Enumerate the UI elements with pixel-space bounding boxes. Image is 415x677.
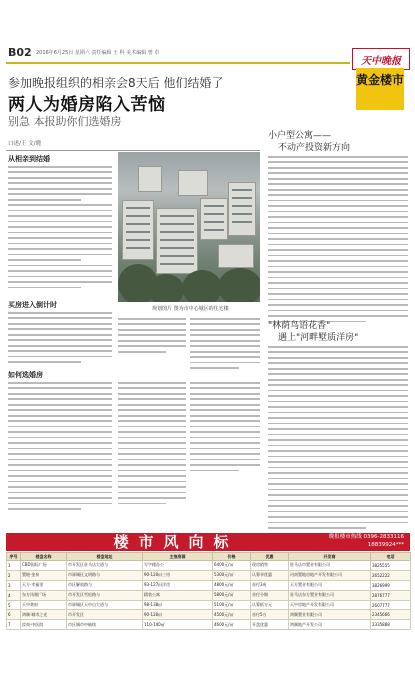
market-table-cell: 首付3成 xyxy=(251,580,289,590)
market-table-header xyxy=(7,553,411,561)
market-table-cell: 2345666 xyxy=(371,610,411,620)
market-banner xyxy=(6,533,410,551)
market-table-cell: 认筹抵万元 xyxy=(251,600,289,610)
market-table-cell: 1 xyxy=(7,561,21,571)
article-subhead: 别急 本报助你们选婚房 xyxy=(8,115,122,128)
market-table-cell: 天方置业有限公司 xyxy=(289,580,371,590)
market-table-cell: 精装公寓 xyxy=(143,590,213,600)
market-table-cell: 驻马店东方置业有限公司 xyxy=(289,590,371,600)
market-table-cell: 天中豪府 xyxy=(21,600,67,610)
article-body-column-3b xyxy=(190,382,260,475)
market-table-cell: 天方·幸福里 xyxy=(21,580,67,590)
hotline-1: 晚报楼市热线 0396-2833116 xyxy=(328,534,404,540)
market-table-cell: 4800元/㎡ xyxy=(213,580,251,590)
market-table-cell: 2876777 xyxy=(371,590,411,600)
market-table-cell: 汝南·中医院 xyxy=(21,620,67,630)
market-table-cell: 2652222 xyxy=(371,570,411,580)
market-table-cell: 2335888 xyxy=(371,620,411,630)
article-headline: 两人为婚房陷入苦恼 xyxy=(8,95,166,115)
market-table-cell: 2607777 xyxy=(371,600,411,610)
hotline-2: 18839924*** xyxy=(367,541,404,548)
market-table-cell: 写字楼办公 xyxy=(143,561,213,571)
market-table-cell: 2 xyxy=(7,570,21,580)
market-table-cell: 市驿城区文明路与 xyxy=(67,570,143,580)
market-table-row xyxy=(7,620,411,630)
article-body-column-2 xyxy=(118,318,186,356)
market-table-cell: 天中房地产开发有限公司 xyxy=(289,600,371,610)
market-table-cell: 市开发区驻马店大道与 xyxy=(67,561,143,571)
market-table-cell: 5300元/㎡ xyxy=(213,570,251,580)
market-table-cell: 4600元/㎡ xyxy=(213,620,251,630)
market-column-header: 开发商 xyxy=(289,553,371,561)
market-hotline xyxy=(329,534,404,549)
market-table-cell: 3826999 xyxy=(371,580,411,590)
market-table-row xyxy=(7,570,411,580)
market-table-cell: 鸿顺地产开发公司 xyxy=(289,620,371,630)
market-table-cell: 6400元/㎡ xyxy=(213,561,251,571)
market-table-cell: 98-138㎡ xyxy=(143,600,213,610)
market-table-cell: CBD国际广场 xyxy=(21,561,67,571)
date-line: 2016年6月25日 星期六 责任编辑 王 科 美术编辑 曾 卓 xyxy=(36,50,160,56)
sidebar-article-1-body xyxy=(268,156,408,326)
sidebar-title-1b: 不动产投资新方向 xyxy=(278,143,351,153)
article-body-column-2b xyxy=(118,382,186,508)
subtitle-from-matchmaking: 从相亲到结婚 xyxy=(8,155,50,163)
subtitle-buying-countdown: 买房进入倒计时 xyxy=(8,301,57,309)
market-table-cell: 东方凤凰广场 xyxy=(21,590,67,600)
market-table-cell: 现房销售 xyxy=(251,561,289,571)
article-body-column-3 xyxy=(190,318,260,373)
market-table-row xyxy=(7,590,411,600)
masthead-rule xyxy=(6,62,350,64)
sidebar-title-2b: 遇上"河畔墅质洋房" xyxy=(278,333,359,343)
article-byline: 口述/王 文/晓 xyxy=(8,141,41,147)
newspaper-logo xyxy=(352,48,410,70)
market-table-cell: 4 xyxy=(7,590,21,600)
market-table-cell: 驻马店市置业有限公司 xyxy=(289,561,371,571)
market-column-header: 主推房源 xyxy=(143,553,213,561)
market-table-cell: 河南置地房地产开发有限公司 xyxy=(289,570,371,580)
market-table-cell: 90-120㎡ xyxy=(143,610,213,620)
market-column-header: 电话 xyxy=(371,553,411,561)
market-table-cell: 3 xyxy=(7,580,21,590)
sidebar-article-2-body xyxy=(268,346,408,532)
market-table-cell: 6 xyxy=(7,610,21,620)
market-table-cell: 3825555 xyxy=(371,561,411,571)
article-body-column-1c xyxy=(8,382,112,514)
market-table-cell: 市区城市中轴线 xyxy=(67,620,143,630)
market-title: 楼市风向标 xyxy=(113,533,239,551)
logo-text: 天中晚报 xyxy=(361,56,401,67)
market-table-cell: 首付5万 xyxy=(251,610,289,620)
market-table-row xyxy=(7,580,411,590)
market-column-header: 楼盘名称 xyxy=(21,553,67,561)
article-body-column-1 xyxy=(8,166,112,292)
market-column-header: 价格 xyxy=(213,553,251,561)
market-column-header: 楼盘地址 xyxy=(67,553,143,561)
sidebar-title-2: "林荫鸟语花香" xyxy=(268,321,331,331)
market-table-cell: 鸿顺·城市之光 xyxy=(21,610,67,620)
market-table-row xyxy=(7,561,411,571)
photo-caption: 规划图片 图为市中心城区的住宅楼 xyxy=(152,306,229,312)
article-body-column-1b xyxy=(8,312,112,367)
market-table-cell: 开盘优惠 xyxy=(251,620,289,630)
subtitle-how-to-choose: 如何选婚房 xyxy=(8,371,43,379)
market-table-row xyxy=(7,600,411,610)
market-column-header: 序号 xyxy=(7,553,21,561)
sidebar xyxy=(264,120,410,530)
market-table-cell: 认筹享优惠 xyxy=(251,570,289,580)
market-table-cell: 7 xyxy=(7,620,21,630)
market-column-header: 优惠 xyxy=(251,553,289,561)
market-table-cell: 置地·金泉 xyxy=(21,570,67,580)
market-table-cell: 5 xyxy=(7,600,21,610)
headline-rule xyxy=(6,150,260,151)
market-table-cell: 93-127㎡洋房 xyxy=(143,580,213,590)
page-code: B02 xyxy=(8,46,32,59)
market-table-cell: 鸿顺置业有限公司 xyxy=(289,610,371,620)
market-table-cell: 市区解放路与 xyxy=(67,580,143,590)
section-label: 黄金楼市 xyxy=(356,68,404,110)
market-table-cell: 90-120㎡三房 xyxy=(143,570,213,580)
market-table-cell: 市开发区雪松路与 xyxy=(67,590,143,600)
market-table-cell: 5800元/㎡ xyxy=(213,590,251,600)
market-table-cell: 首付分期 xyxy=(251,590,289,600)
market-table-cell: 4500元/㎡ xyxy=(213,610,251,620)
market-table xyxy=(6,552,411,630)
market-table-cell: 110-140㎡ xyxy=(143,620,213,630)
market-table-cell: 5100元/㎡ xyxy=(213,600,251,610)
sidebar-title-1: 小户型公寓—— xyxy=(268,131,332,141)
article-kicker: 参加晚报组织的相亲会8天后 他们结婚了 xyxy=(8,76,224,90)
market-table-cell: 市开发区 xyxy=(67,610,143,620)
market-table-row xyxy=(7,610,411,620)
city-aerial-photo xyxy=(118,152,260,302)
market-table-cell: 市驿城区天中山大道与 xyxy=(67,600,143,610)
